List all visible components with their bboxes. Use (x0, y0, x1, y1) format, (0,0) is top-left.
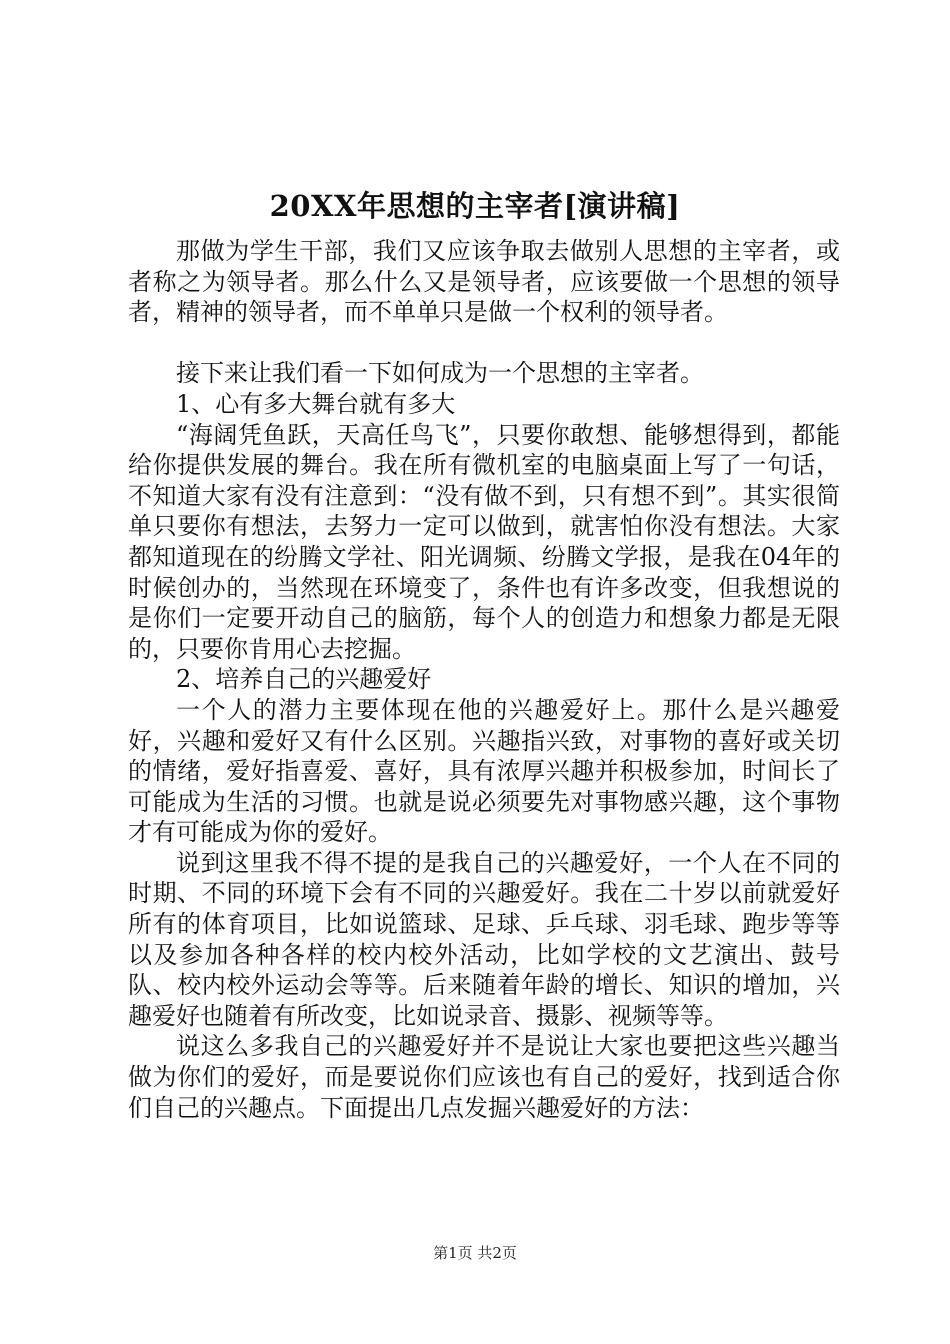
document-body (128, 236, 840, 1123)
paragraph-section-2c: 说这么多我自己的兴趣爱好并不是说让大家也要把这些兴趣当做为你们的爱好，而是要说你们应该也有自己的爱好，找到适合你们自己的兴趣点。下面提出几点发掘兴趣爱好的方法： (128, 1032, 840, 1122)
document-title: 20XX年思想的主宰者[演讲稿] (269, 189, 681, 223)
section-heading-2: 2、培养自己的兴趣爱好 (176, 665, 432, 694)
page-footer: 第1页 共2页 (433, 1244, 517, 1262)
paragraph-section-1: “海阔凭鱼跃，天高任鸟飞”，只要你敢想、能够想得到，都能给你提供发展的舞台。我在所有微机室的电脑桌面上写了一句话，不知道大家有没有注意到：“没有做不到，只有想不到”。其实很简单只要你有想法，去努力一定可以做到，就害怕你没有想法。大家都知道现在的纷腾文学社、阳光调频、纷腾文学报，是我在04年的时候创办的，当然现在环境变了，条件也有许多改变，但我想说的是你们一定要开动自己的脑筋，每个人的创造力和想象力都是无限的，只要你肯用心去挖掘。 (128, 420, 840, 663)
paragraph-section-2a: 一个人的潜力主要体现在他的兴趣爱好上。那什么是兴趣爱好，兴趣和爱好又有什么区别。兴趣指兴致，对事物的喜好或关切的情绪，爱好指喜爱、喜好，具有浓厚兴趣并积极参加，时间长了可能成为生活的习惯。也就是说必须要先对事物感兴趣，这个事物才有可能成为你的爱好。 (128, 695, 840, 847)
paragraph-section-2b: 说到这里我不得不提的是我自己的兴趣爱好，一个人在不同的时期、不同的环境下会有不同的兴趣爱好。我在二十岁以前就爱好所有的体育项目，比如说篮球、足球、乒乓球、羽毛球、跑步等等以及参加各种各样的校内校外活动，比如学校的文艺演出、鼓号队、校内校外运动会等等。后来随着年龄的增长、知识的增加，兴趣爱好也随着有所改变，比如说录音、摄影、视频等等。 (128, 848, 840, 1030)
paragraph-intro: 那做为学生干部，我们又应该争取去做别人思想的主宰者，或者称之为领导者。那么什么又是领导者，应该要做一个思想的领导者，精神的领导者，而不单单只是做一个权利的领导者。 (128, 237, 840, 327)
section-heading-1: 1、心有多大舞台就有多大 (176, 389, 456, 418)
paragraph-transition: 接下来让我们看一下如何成为一个思想的主宰者。 (176, 359, 704, 388)
